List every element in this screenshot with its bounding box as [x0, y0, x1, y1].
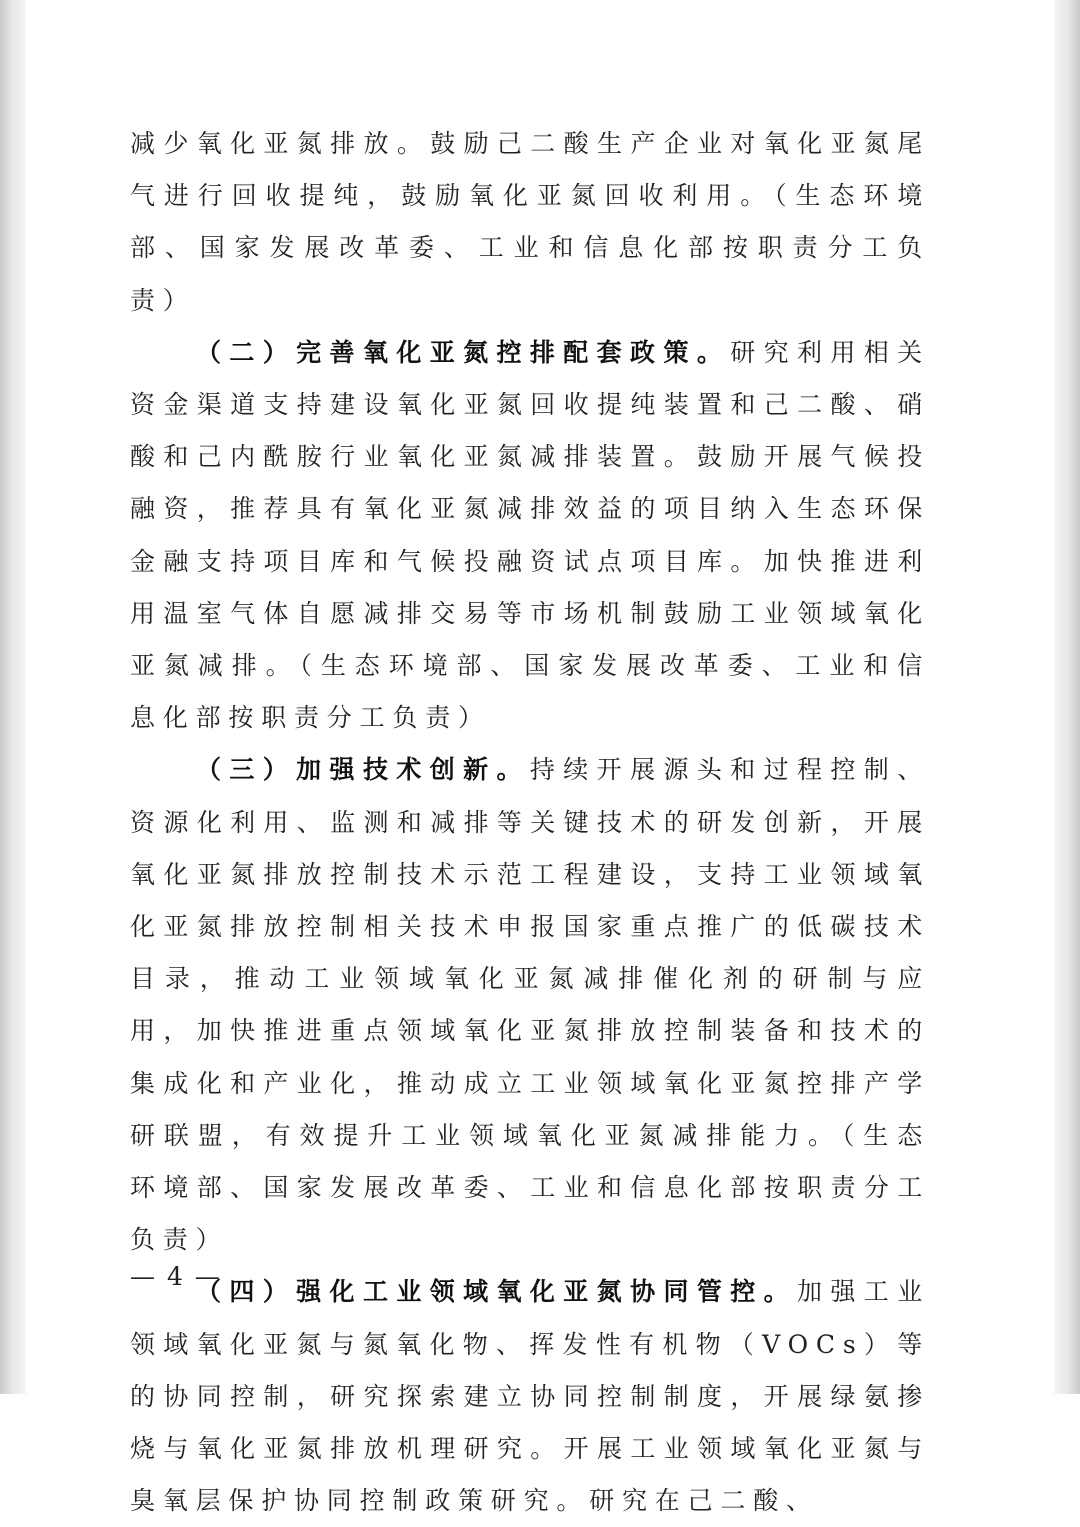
section-3-body: 持续开展源头和过程控制、资源化利用、监测和减排等关键技术的研发创新，开展氧化亚氮排放控制技术示范工程建设，支持工业领域氧化亚氮排放控制相关技术申报国家重点推广的低碳技术目录，推动工业领域氧化亚氮减排催化剂的研制与应用，加快推进重点领域氧化亚氮排放控制装备和技术的集成化和产业化，推动成立工业领域氧化亚氮控排产学研联盟，有效提升工业领域氧化亚氮减排能力。（生态环境部、国家发展改革委、工业和信息化部按职责分工负责）	[130, 755, 930, 1255]
section-4-body: 加强工业领域氧化亚氮与氮氧化物、挥发性有机物（VOCs）等的协同控制，研究探索建立协同控制制度，开展绿氨掺烧与氧化亚氮排放机理研究。开展工业领域氧化亚氮与臭氧层保护协同控制政策研究。研究在己二酸、	[130, 1277, 931, 1516]
page-number: — 4 —	[130, 1262, 222, 1291]
paragraph-section-2	[130, 327, 930, 745]
page-shadow-right	[1054, 0, 1080, 1394]
section-4-heading: （四）强化工业领域氧化亚氮协同管控。	[196, 1277, 798, 1307]
paragraph-continued: 减少氧化亚氮排放。鼓励己二酸生产企业对氧化亚氮尾气进行回收提纯，鼓励氧化亚氮回收利用。（生态环境部、国家发展改革委、工业和信息化部按职责分工负责）	[130, 129, 930, 315]
paragraph-section-3	[130, 744, 930, 1266]
section-3-heading: （三）加强技术创新。	[196, 755, 530, 785]
document-body	[130, 118, 930, 1527]
page-shadow-left	[0, 0, 26, 1394]
paragraph-section-4	[130, 1266, 930, 1527]
section-2-body: 研究利用相关资金渠道支持建设氧化亚氮回收提纯装置和己二酸、硝酸和己内酰胺行业氧化亚氮减排装置。鼓励开展气候投融资，推荐具有氧化亚氮减排效益的项目纳入生态环保金融支持项目库和气候投融资试点项目库。加快推进利用温室气体自愿减排交易等市场机制鼓励工业领域氧化亚氮减排。（生态环境部、国家发展改革委、工业和信息化部按职责分工负责）	[130, 337, 930, 733]
section-2-heading: （二）完善氧化亚氮控排配套政策。	[196, 337, 731, 367]
